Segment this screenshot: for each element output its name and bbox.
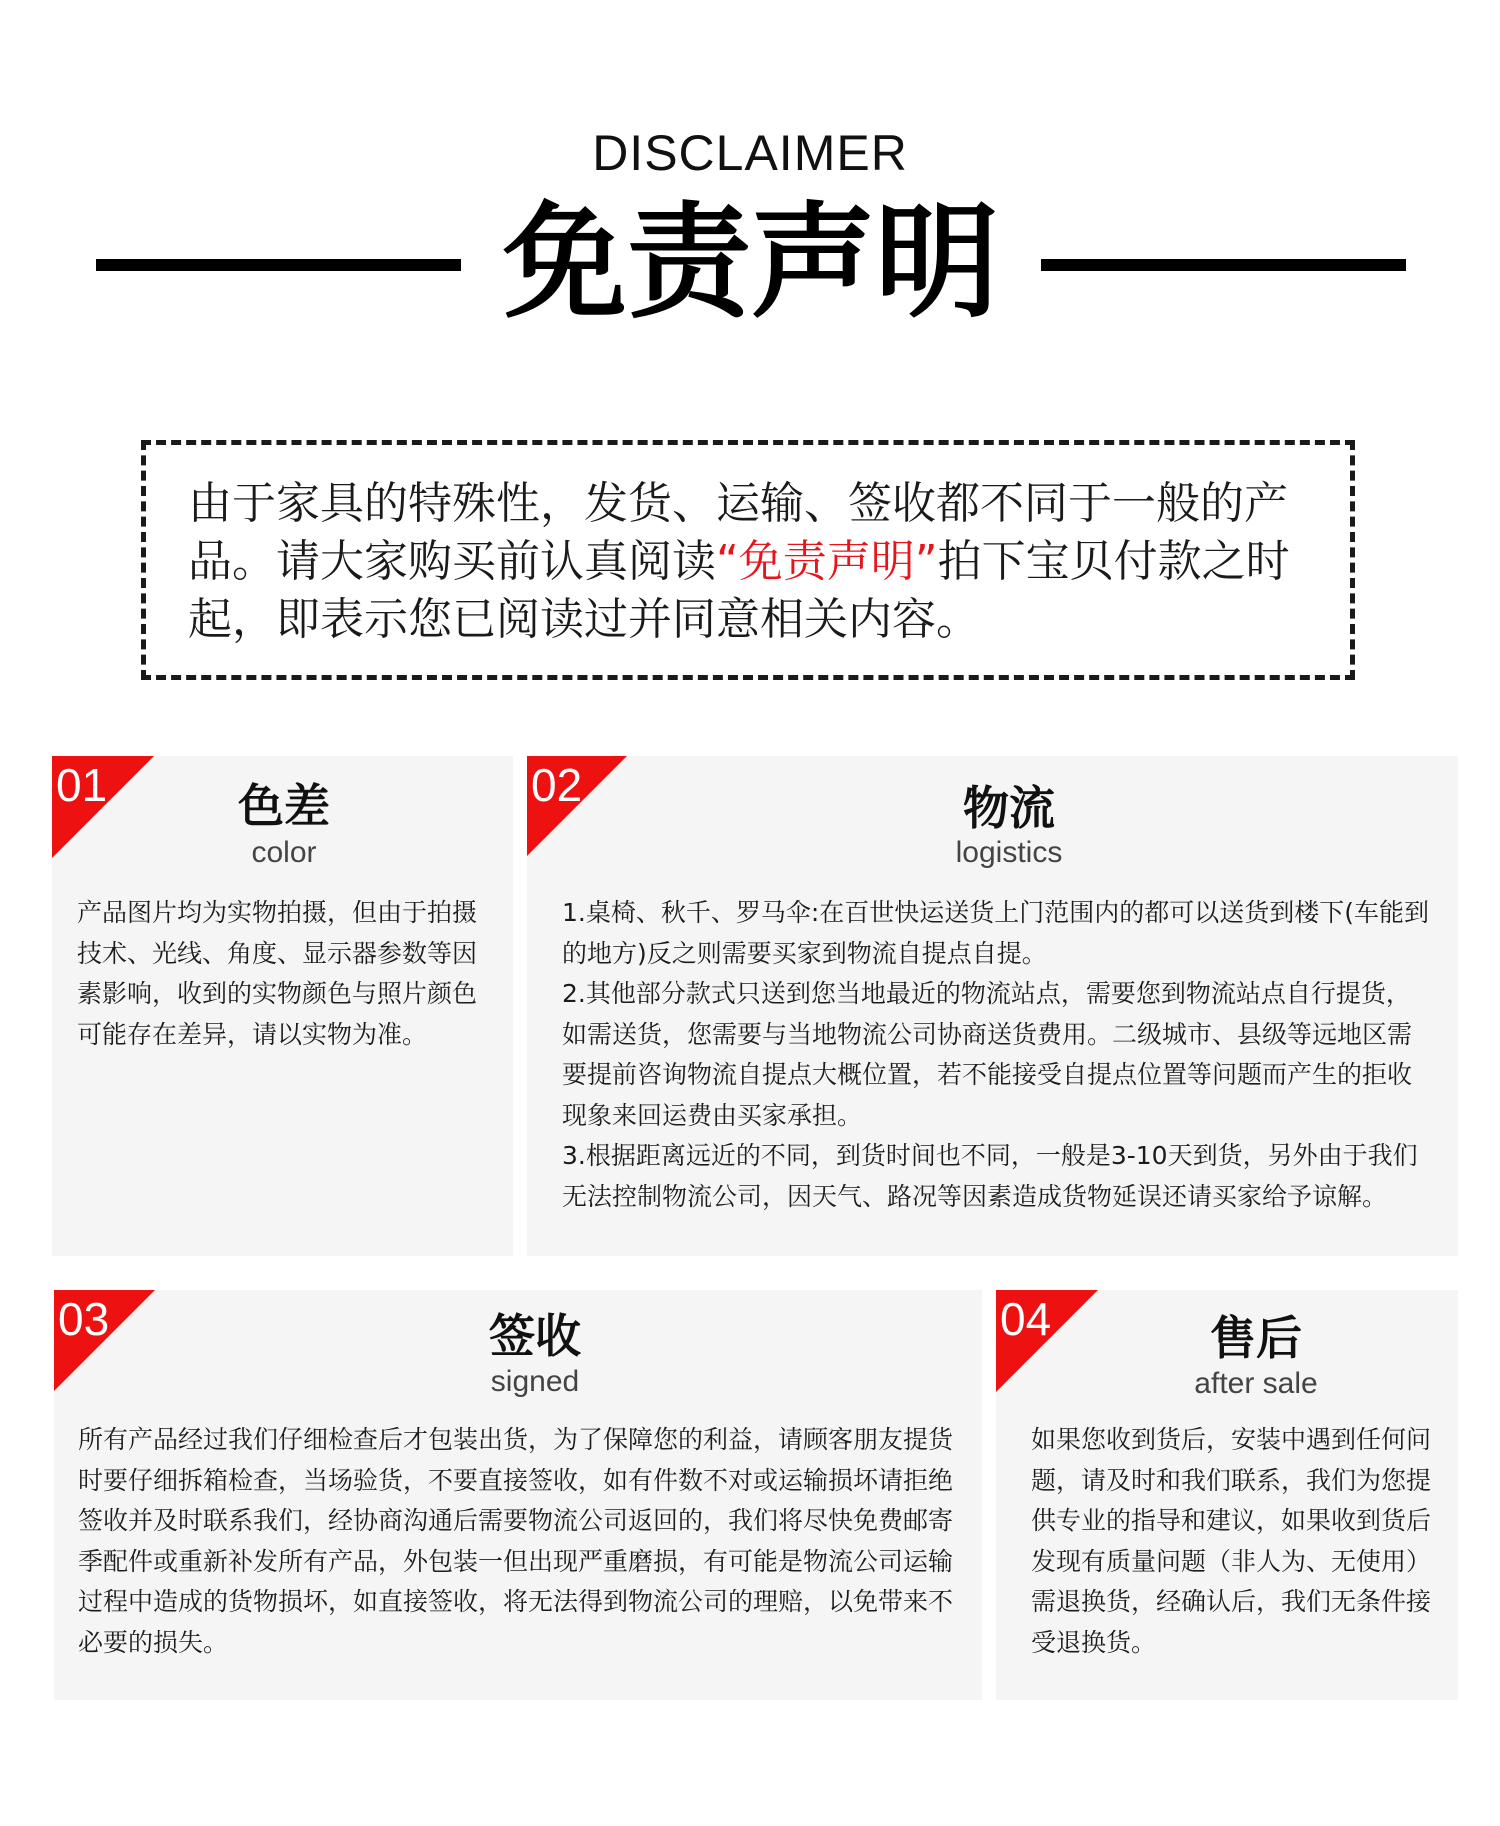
card-body	[562, 893, 1432, 1217]
card-paragraph: 1.桌椅、秋千、罗马伞:在百世快运送货上门范围内的都可以送货到楼下(车能到的地方)反之则需要买家到物流自提点自提。	[562, 898, 1430, 968]
disclaimer-subtitle: DISCLAIMER	[592, 125, 908, 181]
card-title: 签收	[489, 1309, 581, 1363]
title-rule-left	[96, 259, 461, 271]
card-logistics	[527, 756, 1458, 1256]
card-title: 物流	[963, 781, 1055, 835]
title-rule-right	[1041, 259, 1406, 271]
card-number: 01	[56, 759, 108, 811]
card-paragraph: 3.根据距离远近的不同，到货时间也不同，一般是3-10天到货，另外由于我们无法控制物流公司，因天气、路况等因素造成货物延误还请买家给予谅解。	[562, 1141, 1418, 1211]
card-subtitle: signed	[490, 1365, 580, 1398]
notice-text-before: 由于家具的特殊性，发货、运输、签收都不同于一般的产品。请大家购买前认真阅读	[188, 478, 1288, 587]
card-body	[77, 893, 491, 1055]
card-paragraph: 产品图片均为实物拍摄，但由于拍摄技术、光线、角度、显示器参数等因素影响，收到的实物颜色与照片颜色可能存在差异，请以实物为准。	[77, 898, 478, 1049]
notice-box	[141, 440, 1355, 680]
card-color	[52, 756, 513, 1256]
card-subtitle: logistics	[955, 836, 1063, 869]
card-paragraph: 所有产品经过我们仔细检查后才包装出货，为了保障您的利益，请顾客朋友提货时要仔细拆箱检查，当场验货，不要直接签收，如有件数不对或运输损坏请拒绝签收并及时联系我们，经协商沟通后需要物流公司返回的，我们将尽快免费邮寄季配件或重新补发所有产品，外包装一但出现严重磨损，有可能是物流公司运输过程中造成的货物损坏，如直接签收，将无法得到物流公司的理赔，以免带来不必要的损失。	[78, 1425, 954, 1657]
notice-highlight: “免责声明”	[716, 536, 938, 587]
card-paragraph: 如果您收到货后，安装中遇到任何问题，请及时和我们联系，我们为您提供专业的指导和建议，如果收到货后发现有质量问题（非人为、无使用）需退换货，经确认后，我们无条件接受退换货。	[1031, 1425, 1432, 1657]
card-number: 02	[531, 759, 583, 811]
card-body	[78, 1420, 963, 1663]
card-after-sale	[996, 1290, 1458, 1700]
card-signed	[54, 1290, 982, 1700]
card-title: 售后	[1210, 1311, 1302, 1365]
card-body	[1031, 1420, 1443, 1663]
card-subtitle: color	[251, 836, 317, 869]
notice-text-after: 拍下宝贝付款之时起，即表示您已阅读过并同意相关内容。	[188, 536, 1290, 645]
page-title: 免责声明	[502, 191, 999, 335]
card-subtitle: after sale	[1194, 1367, 1318, 1400]
card-paragraph: 2.其他部分款式只送到您当地最近的物流站点，需要您到物流站点自行提货，如需送货，您需要与当地物流公司协商送货费用。二级城市、县级等远地区需要提前咨询物流自提点大概位置，若不能接受自提点位置等问题而产生的拒收现象来回运费由买家承担。	[562, 979, 1413, 1130]
card-number: 03	[58, 1293, 110, 1345]
card-title: 色差	[238, 779, 330, 833]
card-number: 04	[1000, 1293, 1052, 1345]
